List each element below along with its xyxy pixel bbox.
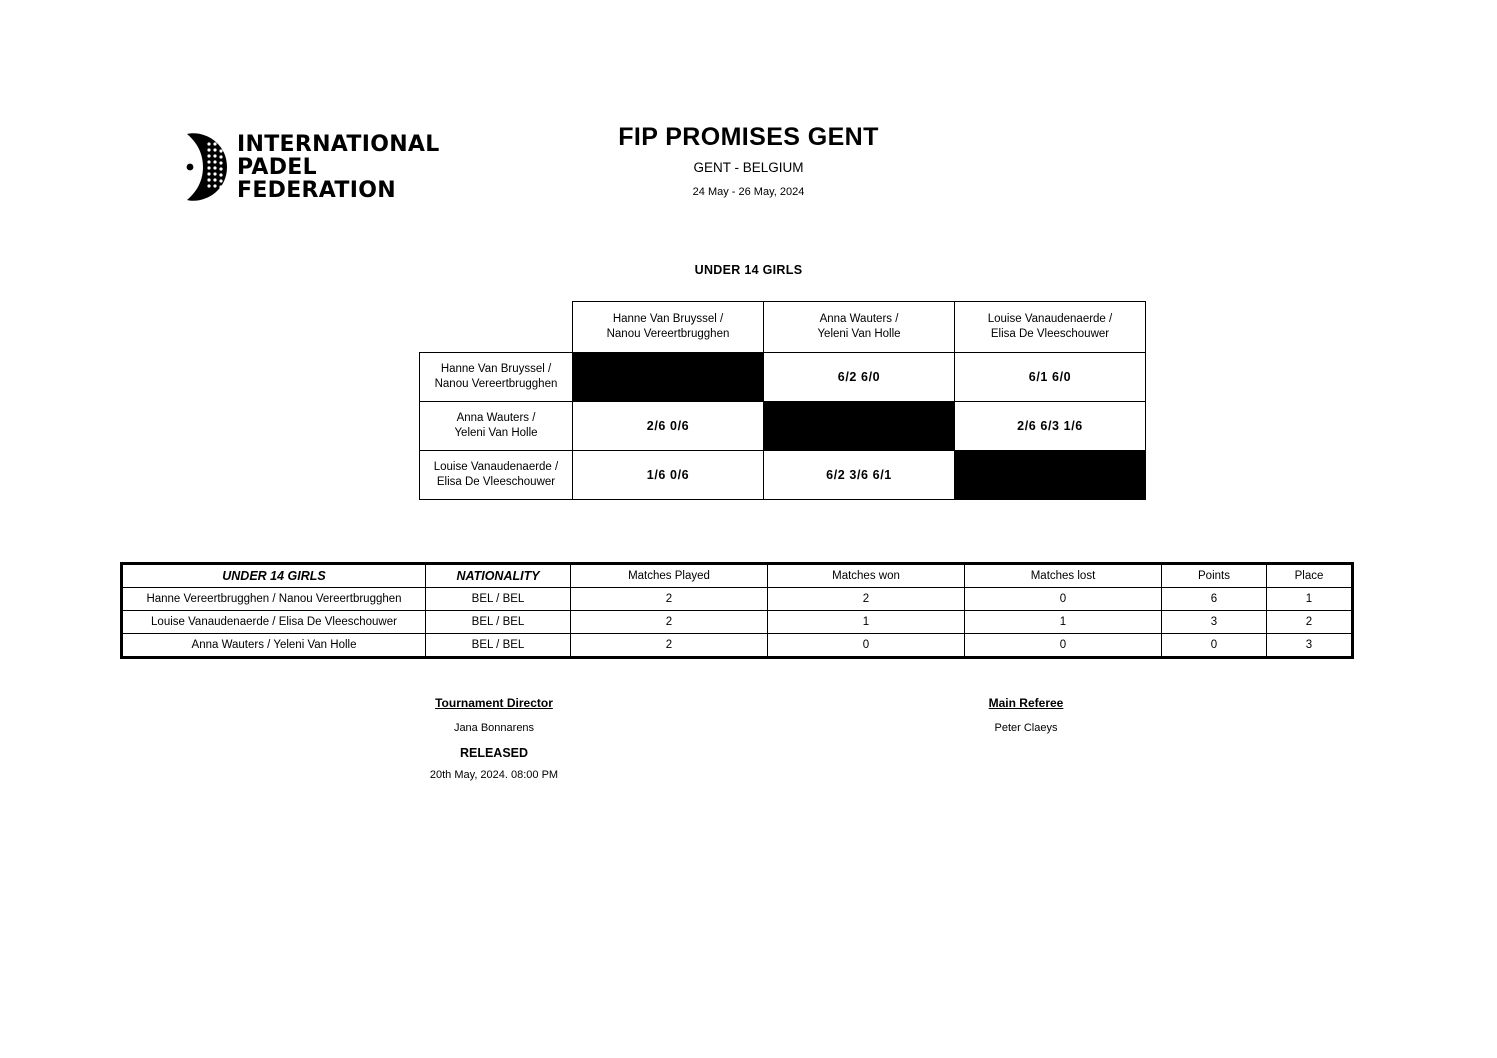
team-1-line-2: Nanou Vereertbrugghen — [434, 378, 558, 390]
standings-matches-won: 1 — [768, 611, 965, 634]
tournament-location: GENT - BELGIUM — [693, 160, 804, 175]
standings-team-name: Hanne Vereertbrugghen / Nanou Vereertbrugghen — [123, 588, 426, 611]
row-header-team-2 — [420, 402, 573, 451]
logo-line-2: PADEL — [237, 154, 317, 180]
match-score-cell: 6/2 3/6 6/1 — [764, 451, 955, 500]
logo-line-1: INTERNATIONAL — [237, 131, 440, 157]
logo-line-3: FEDERATION — [237, 177, 396, 203]
standings-matches-lost: 0 — [965, 634, 1162, 657]
standings-matches-played: 2 — [571, 634, 768, 657]
team-3-line-2: Elisa De Vleeschouwer — [990, 328, 1110, 340]
table-header-row — [420, 302, 1146, 353]
standings-matches-lost: 1 — [965, 611, 1162, 634]
main-referee-block — [886, 696, 1166, 734]
table-row — [123, 634, 1352, 657]
standings-matches-won: 2 — [768, 588, 965, 611]
page-title: FIP PROMISES GENT — [618, 123, 879, 151]
standings-place: 2 — [1267, 611, 1352, 634]
tournament-director-block — [354, 696, 634, 781]
category-heading: UNDER 14 GIRLS — [694, 263, 803, 277]
standings-matches-played: 2 — [571, 588, 768, 611]
column-header-team-2 — [764, 302, 955, 353]
standings-team-name: Anna Wauters / Yeleni Van Holle — [123, 634, 426, 657]
table-row — [420, 353, 1146, 402]
tournament-director-role: Tournament Director — [435, 696, 553, 710]
table-row — [420, 402, 1146, 451]
table-row — [123, 588, 1352, 611]
released-timestamp: 20th May, 2024. 08:00 PM — [429, 769, 559, 781]
standings-matches-won: 0 — [768, 634, 965, 657]
team-3-line-1: Louise Vanaudenaerde / — [433, 461, 559, 473]
team-3-line-2: Elisa De Vleeschouwer — [436, 476, 556, 488]
standings-points: 0 — [1162, 634, 1267, 657]
standings-header-matches-won: Matches won — [768, 565, 965, 588]
team-2-line-2: Yeleni Van Holle — [817, 328, 901, 340]
grid-corner-cell — [420, 302, 573, 353]
standings-points: 6 — [1162, 588, 1267, 611]
standings-matches-lost: 0 — [965, 588, 1162, 611]
diagonal-blocked-cell — [573, 353, 764, 402]
standings-header-matches-played: Matches Played — [571, 565, 768, 588]
standings-team-name: Louise Vanaudenaerde / Elisa De Vleeschouwer — [123, 611, 426, 634]
team-1-line-1: Hanne Van Bruyssel / — [440, 363, 552, 375]
team-2-line-2: Yeleni Van Holle — [454, 427, 538, 439]
standings-header-place: Place — [1267, 565, 1352, 588]
column-header-team-1 — [573, 302, 764, 353]
standings-nationality: BEL / BEL — [426, 634, 571, 657]
standings-header-points: Points — [1162, 565, 1267, 588]
match-score-cell: 6/1 6/0 — [955, 353, 1146, 402]
team-2-line-1: Anna Wauters / — [456, 412, 536, 424]
standings-nationality: BEL / BEL — [426, 611, 571, 634]
diagonal-blocked-cell — [764, 402, 955, 451]
team-2-line-1: Anna Wauters / — [819, 313, 899, 325]
standings-header-category: UNDER 14 GIRLS — [123, 565, 426, 588]
row-header-team-1 — [420, 353, 573, 402]
main-referee-role: Main Referee — [988, 696, 1064, 710]
main-referee-name: Peter Claeys — [994, 722, 1058, 734]
standings-header-row — [123, 565, 1352, 588]
released-status: RELEASED — [459, 746, 529, 760]
match-score-cell: 2/6 6/3 1/6 — [955, 402, 1146, 451]
standings-header-matches-lost: Matches lost — [965, 565, 1162, 588]
standings-place: 3 — [1267, 634, 1352, 657]
column-header-team-3 — [955, 302, 1146, 353]
standings-nationality: BEL / BEL — [426, 588, 571, 611]
row-header-team-3 — [420, 451, 573, 500]
tournament-director-name: Jana Bonnarens — [453, 722, 535, 734]
team-1-line-1: Hanne Van Bruyssel / — [612, 313, 724, 325]
match-score-cell: 2/6 0/6 — [573, 402, 764, 451]
table-row — [123, 611, 1352, 634]
team-1-line-2: Nanou Vereertbrugghen — [606, 328, 730, 340]
standings-matches-played: 2 — [571, 611, 768, 634]
diagonal-blocked-cell — [955, 451, 1146, 500]
team-3-line-1: Louise Vanaudenaerde / — [987, 313, 1113, 325]
standings-points: 3 — [1162, 611, 1267, 634]
standings-header-nationality: NATIONALITY — [426, 565, 571, 588]
match-score-cell: 6/2 6/0 — [764, 353, 955, 402]
match-score-cell: 1/6 0/6 — [573, 451, 764, 500]
tournament-dates: 24 May - 26 May, 2024 — [692, 186, 805, 198]
standings-place: 1 — [1267, 588, 1352, 611]
round-robin-table — [419, 301, 1146, 500]
table-row — [420, 451, 1146, 500]
standings-table — [120, 562, 1354, 664]
